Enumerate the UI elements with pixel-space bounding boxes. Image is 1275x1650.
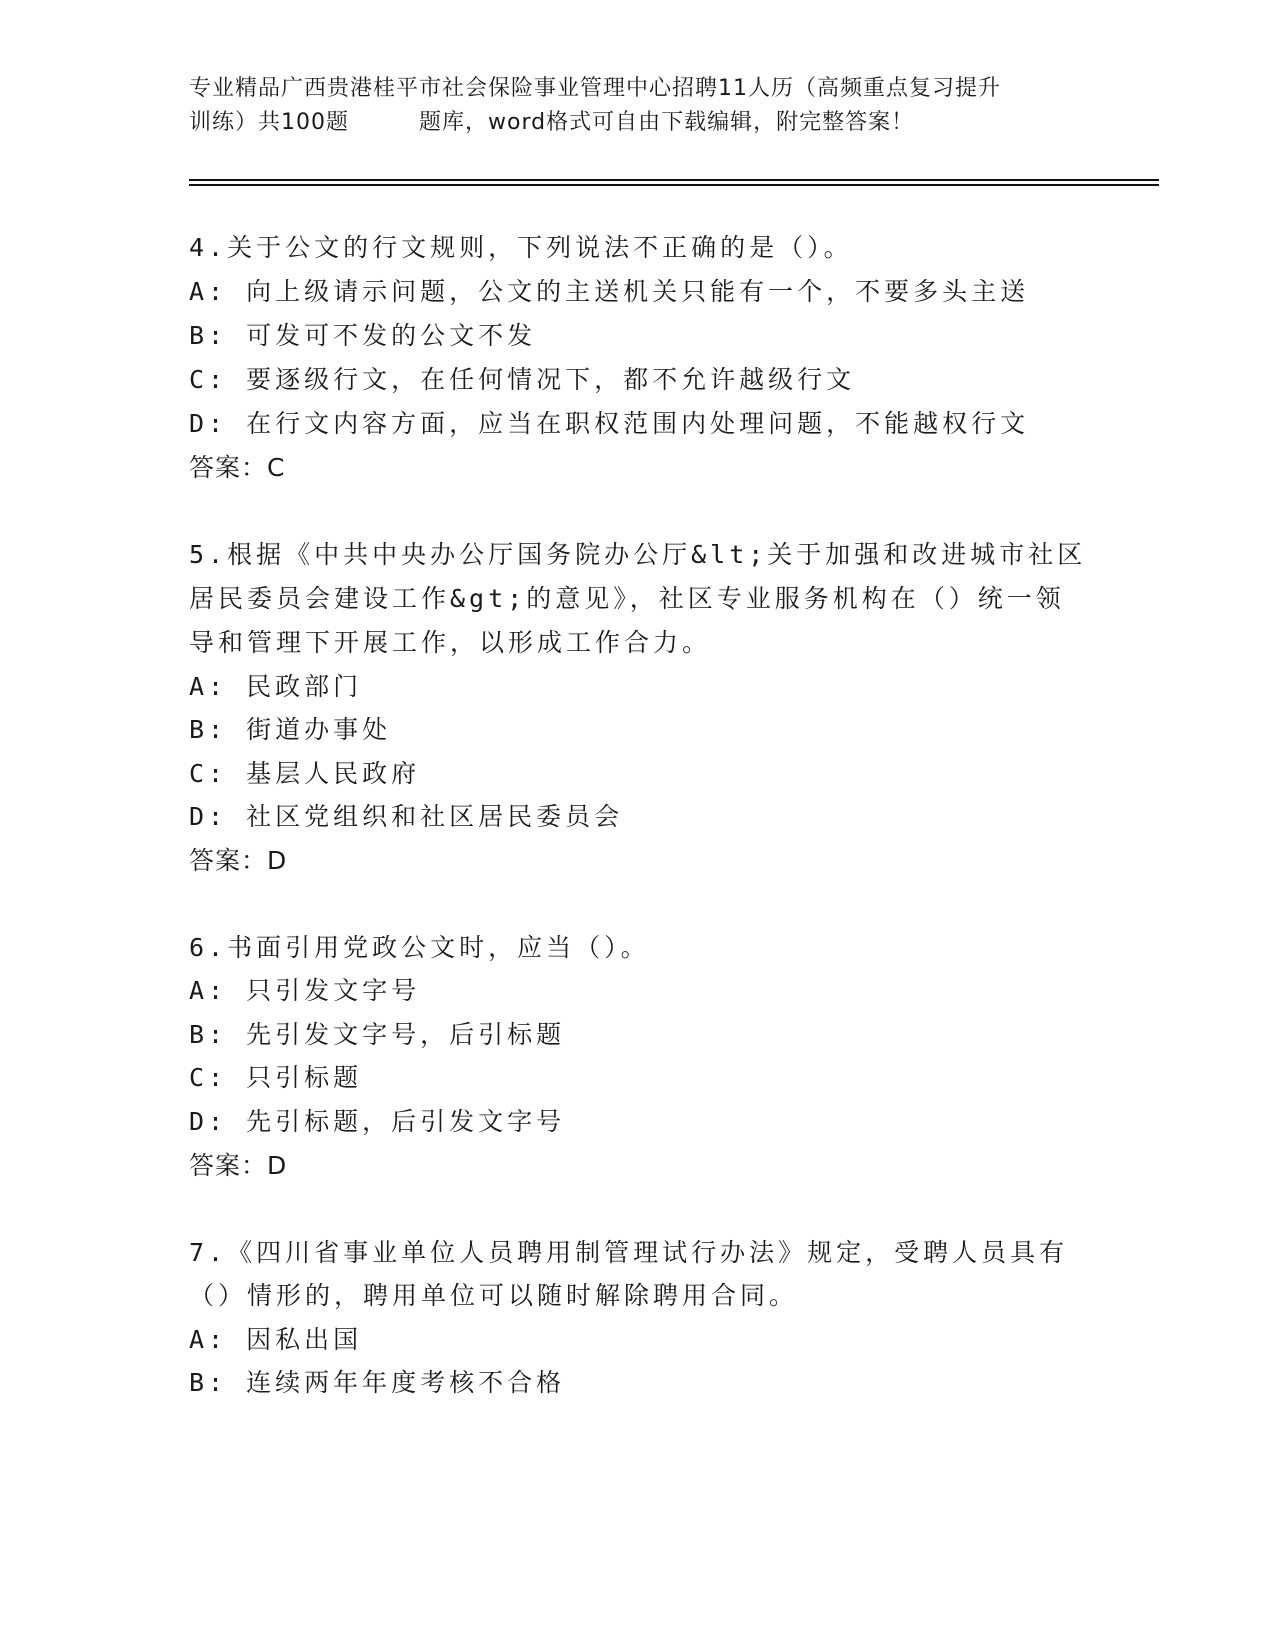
header-title-part-b: 题库，word格式可自由下载编辑，附完整答案！: [419, 110, 915, 135]
question-4-option-d: D: 在行文内容方面，应当在职权范围内处理问题，不能越权行文: [189, 409, 1030, 438]
question-4-option-c: C: 要逐级行文，在任何情况下，都不允许越级行文: [189, 365, 856, 394]
question-5-stem-line-2: 居民委员会建设工作&gt;的意见》，社区专业服务机构在（）统一领: [189, 584, 1065, 613]
question-4-answer: 答案：C: [189, 453, 286, 482]
question-5-option-d: D: 社区党组织和社区居民委员会: [189, 802, 624, 831]
question-5-stem-line-1: 5.根据《中共中央办公厅国务院办公厅&lt;关于加强和改进城市社区: [189, 540, 1087, 569]
question-5-option-a: A: 民政部门: [189, 672, 363, 701]
question-7-option-b: B: 连续两年年度考核不合格: [189, 1368, 566, 1397]
question-6-option-d: D: 先引标题，后引发文字号: [189, 1107, 566, 1136]
question-6-answer: 答案：D: [189, 1151, 288, 1180]
question-4-option-b: B: 可发可不发的公文不发: [189, 321, 537, 350]
header-title-part-a: 训练）共100题: [189, 110, 349, 135]
header-divider-top: [189, 179, 1159, 181]
question-5-option-c: C: 基层人民政府: [189, 759, 421, 788]
question-5-option-b: B: 街道办事处: [189, 715, 392, 744]
question-6-stem: 6.书面引用党政公文时，应当（）。: [189, 933, 650, 962]
header-title-line-2: [189, 106, 1089, 140]
question-6-option-c: C: 只引标题: [189, 1063, 363, 1092]
question-4-stem: 4.关于公文的行文规则，下列说法不正确的是（）。: [189, 233, 853, 262]
header-divider-bottom: [189, 184, 1159, 186]
header-title-line-1: 专业精品广西贵港桂平市社会保险事业管理中心招聘11人历（高频重点复习提升: [189, 76, 1001, 101]
question-4-option-a: A: 向上级请示问题，公文的主送机关只能有一个，不要多头主送: [189, 277, 1030, 306]
question-5-stem-line-3: 导和管理下开展工作，以形成工作合力。: [189, 628, 712, 657]
question-6-option-b: B: 先引发文字号，后引标题: [189, 1020, 566, 1049]
question-5-answer: 答案：D: [189, 846, 288, 875]
question-6-option-a: A: 只引发文字号: [189, 976, 421, 1005]
document-header: [189, 72, 1089, 140]
question-7-stem-line-2: （）情形的，聘用单位可以随时解除聘用合同。: [189, 1281, 799, 1310]
question-7-stem-line-1: 7.《四川省事业单位人员聘用制管理试行办法》规定，受聘人员具有: [189, 1238, 1069, 1267]
question-7-option-a: A: 因私出国: [189, 1325, 363, 1354]
